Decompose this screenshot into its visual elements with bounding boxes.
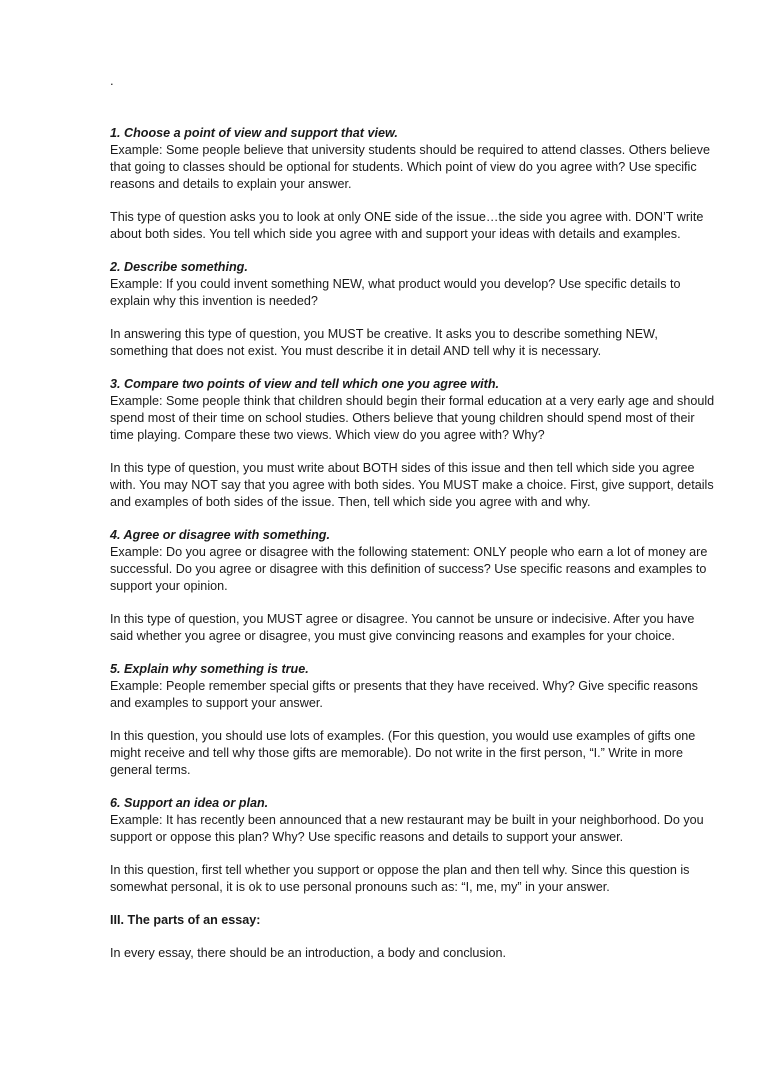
parts-text: In every essay, there should be an introduction, a body and conclusion. [110, 946, 507, 960]
example-text: Example: It has recently been announced that a new restaurant may be built in your neighborhood. Do you support or oppose this plan? Why? Use specific reasons and details to support your answer. [110, 813, 704, 844]
explanation-text: This type of question asks you to look at only ONE side of the issue…the side you agree with. DON’T write about both sides. You tell which side you agree with and support your ideas with details and examples. [110, 210, 704, 241]
example-text: Example: Do you agree or disagree with the following statement: ONLY people who earn a lot of money are successful. Do you agree or disagree with this definition of success? Use specific reasons and examples to support your opinion. [110, 545, 708, 593]
question-type-6 [110, 795, 716, 846]
question-type-5 [110, 661, 716, 712]
example-text: Example: Some people think that children should begin their formal education at a very early age and should spend most of their time on school studies. Others believe that young children should spend most of their time playing. Compare these two views. Which view do you agree with? Why? [110, 394, 715, 442]
section-heading: 5. Explain why something is true. [110, 662, 309, 676]
section-heading: 6. Support an idea or plan. [110, 796, 269, 810]
explanation-text: In this type of question, you must write about BOTH sides of this issue and then tell which side you agree with. You may NOT say that you agree with both sides. You MUST make a choice. First, give support, details and examples of both sides of the issue. Then, tell which side you agree with and why. [110, 461, 714, 509]
section-heading: 3. Compare two points of view and tell which one you agree with. [110, 377, 500, 391]
question-type-1 [110, 125, 716, 193]
example-text: Example: Some people believe that university students should be required to attend classes. Others believe that going to classes should be optional for students. Which point of view do you agree with? Use specific reasons and details to explain your answer. [110, 143, 710, 191]
explanation-text: In this question, you should use lots of examples. (For this question, you would use examples of gifts one might receive and tell why those gifts are memorable). Do not write in the first person, “I.” Write in more general terms. [110, 729, 696, 777]
question-type-2 [110, 259, 716, 310]
document-body [110, 125, 716, 978]
explanation-text: In answering this type of question, you MUST be creative. It asks you to describe something NEW, something that does not exist. You must describe it in detail AND tell why it is necessary. [110, 327, 658, 358]
example-text: Example: People remember special gifts or presents that they have received. Why? Give specific reasons and examples to support your answer. [110, 679, 698, 710]
question-type-4 [110, 527, 716, 595]
parts-heading: III. The parts of an essay: [110, 913, 261, 927]
explanation-text: In this question, first tell whether you support or oppose the plan and then tell why. Since this question is somewhat personal, it is ok to use personal pronouns such as: “I, me, my” in your answer. [110, 863, 690, 894]
section-heading: 1. Choose a point of view and support that view. [110, 126, 398, 140]
section-heading: 2. Describe something. [110, 260, 248, 274]
stray-dot: . [110, 73, 114, 88]
explanation-text: In this type of question, you MUST agree or disagree. You cannot be unsure or indecisive. After you have said whether you agree or disagree, you must give convincing reasons and examples for your choice. [110, 612, 695, 643]
question-type-3 [110, 376, 716, 444]
example-text: Example: If you could invent something NEW, what product would you develop? Use specific details to explain why this invention is needed? [110, 277, 681, 308]
section-heading: 4. Agree or disagree with something. [110, 528, 330, 542]
